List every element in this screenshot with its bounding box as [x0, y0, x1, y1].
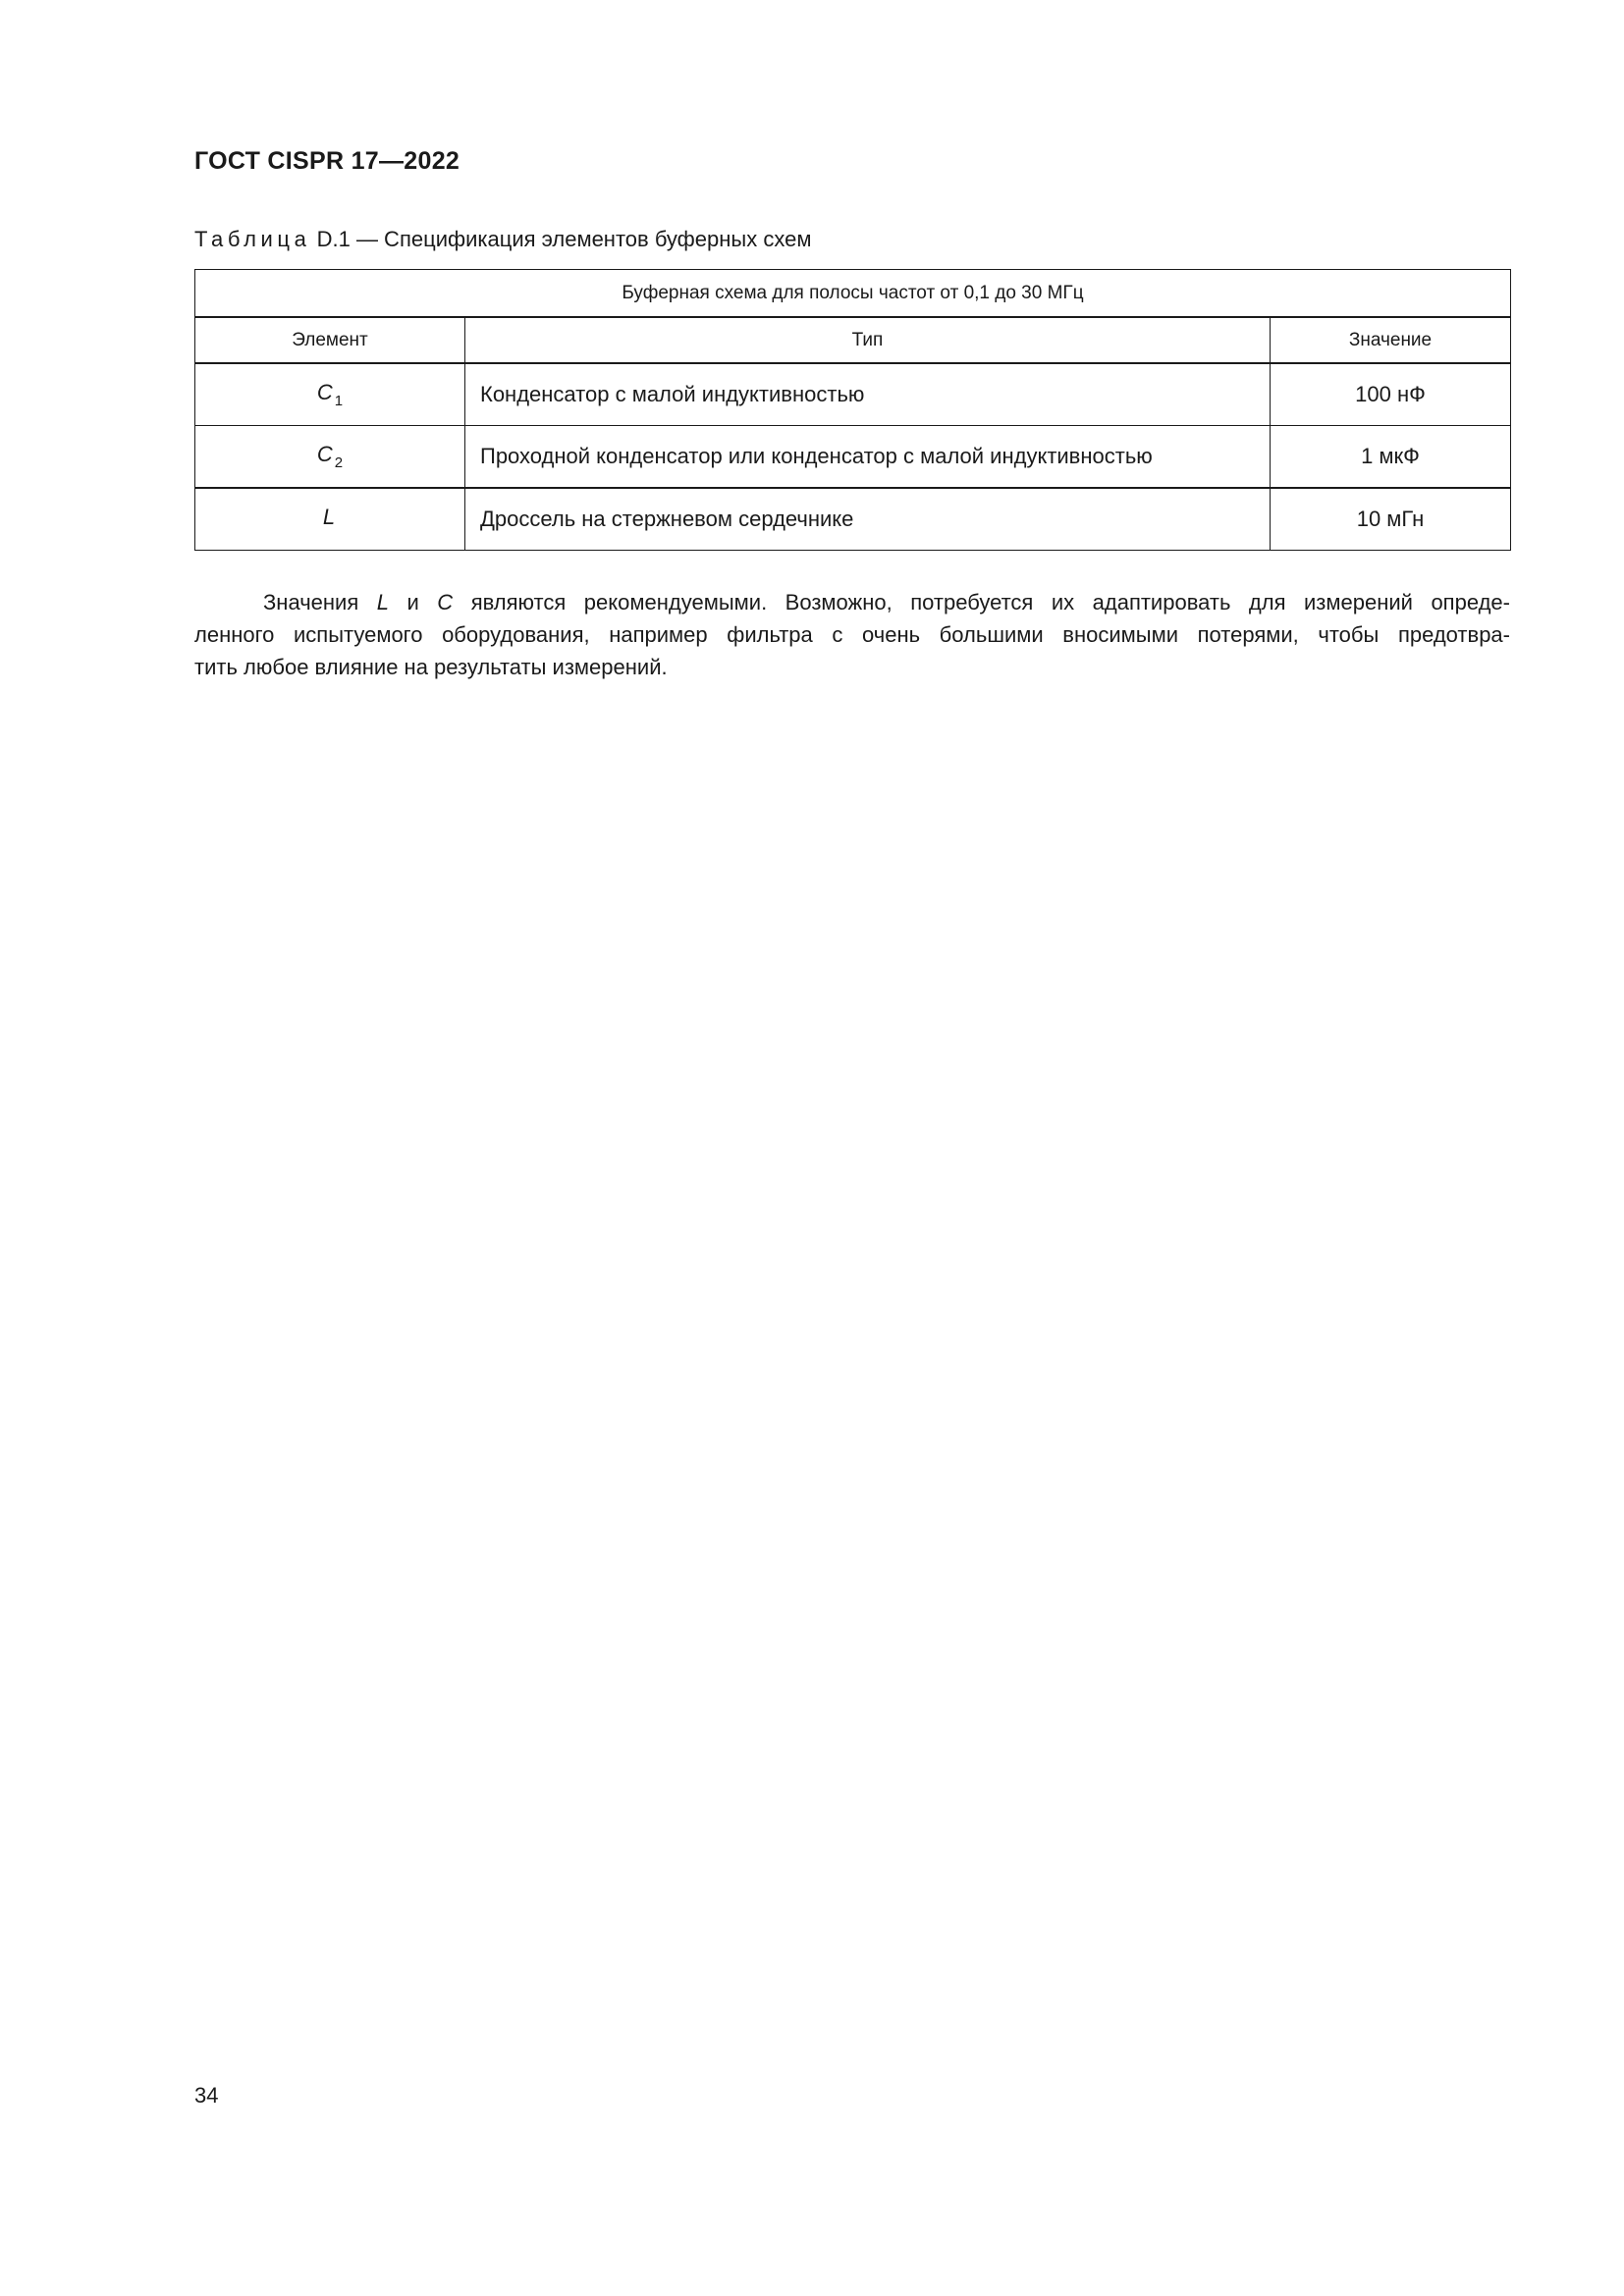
column-header-type: Тип	[465, 317, 1271, 363]
table-row	[195, 488, 1511, 551]
page-number: 34	[194, 2083, 219, 2108]
paragraph-line-3: тить любое влияние на результаты измерений.	[194, 655, 668, 679]
table-row	[195, 426, 1511, 489]
paragraph-line-1	[194, 586, 1510, 618]
spec-table	[194, 269, 1511, 551]
element-subscript: 2	[334, 454, 344, 471]
table-span-header-row	[195, 270, 1511, 318]
table-cell-element	[195, 426, 465, 489]
table-row	[195, 363, 1511, 426]
paragraph-text: и	[389, 590, 438, 614]
table-caption	[194, 227, 811, 252]
table-caption-word: Таблица	[194, 227, 311, 251]
column-header-element: Элемент	[195, 317, 465, 363]
document-header: ГОСТ CISPR 17—2022	[194, 147, 460, 175]
paragraph-text: являются рекомендуемыми. Возможно, потребуется их адаптировать для измерений опреде-	[453, 590, 1510, 614]
table-cell-element	[195, 363, 465, 426]
table-span-header: Буферная схема для полосы частот от 0,1 до 30 МГц	[195, 270, 1511, 318]
paragraph-line-2: ленного испытуемого оборудования, например фильтра с очень большими вносимыми потерями, чтобы предотвра-	[194, 622, 1510, 647]
element-symbol: C	[316, 380, 333, 404]
table-cell-type: Проходной конденсатор или конденсатор с малой индуктивностью	[465, 426, 1271, 489]
body-paragraph	[194, 586, 1510, 683]
element-symbol: L	[322, 505, 336, 529]
paragraph-var-c: C	[437, 590, 454, 614]
table-cell-value: 1 мкФ	[1271, 426, 1511, 489]
element-subscript: 1	[334, 393, 344, 409]
table-caption-title: D.1 — Спецификация элементов буферных схем	[316, 227, 812, 251]
paragraph-var-l: L	[376, 590, 389, 614]
table-cell-value: 100 нФ	[1271, 363, 1511, 426]
element-symbol: C	[316, 442, 333, 466]
table-cell-element	[195, 488, 465, 551]
paragraph-text: Значения	[263, 590, 377, 614]
table-cell-type: Дроссель на стержневом сердечнике	[465, 488, 1271, 551]
table-cell-value: 10 мГн	[1271, 488, 1511, 551]
table-cell-type: Конденсатор с малой индуктивностью	[465, 363, 1271, 426]
column-header-value: Значение	[1271, 317, 1511, 363]
table-header-row	[195, 317, 1511, 363]
